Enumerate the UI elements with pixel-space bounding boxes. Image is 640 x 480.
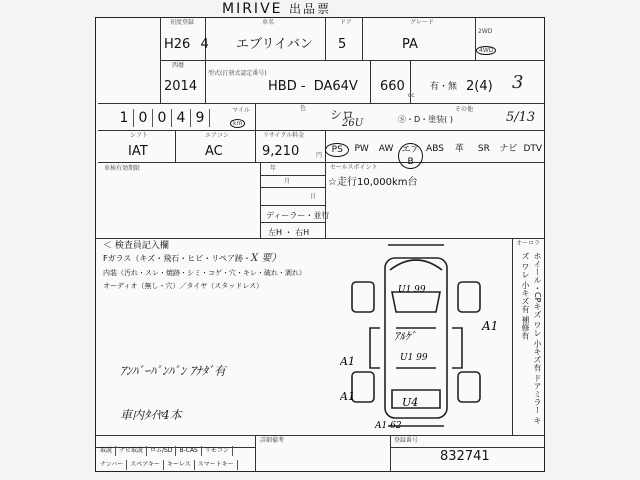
side-note-text: ホイール・CPキズ ワレ 小キズ有 ドアミラー キズ ワレ 小キズ有 補修有 (521, 252, 542, 425)
accessory-item: 取説 (97, 446, 116, 456)
equipment-item: PW (354, 144, 369, 154)
accessory-item: ナンバー (97, 460, 127, 470)
equipment-item: ナビ (499, 144, 518, 154)
color-options: Ⓢ・D・塗装( ) (398, 115, 453, 124)
accessory-item: キーレス (164, 460, 195, 470)
accessories-row-2 (97, 451, 255, 470)
inspector-hand-note-2: 車内ﾀｲﾔ4本 (120, 408, 182, 422)
inspector-heading: ＜ 検査員記入欄 (103, 241, 169, 251)
damage-note: A1 (340, 390, 355, 403)
year-caption: 西暦 (172, 62, 185, 69)
registration-caption: 登録番号 (394, 437, 419, 444)
damage-note: ｱﾙｹﾞ (394, 330, 416, 343)
inspection-day-unit: 日 (310, 193, 317, 200)
accessory-item: リモコン (202, 446, 233, 456)
recycle-caption: リサイクル料金 (263, 132, 305, 139)
damage-note: U1 99 (398, 285, 426, 295)
model-code: DA64V (313, 79, 358, 94)
inspection-month-unit: 月 (284, 178, 291, 185)
recycle-unit: 円 (316, 152, 323, 159)
accessory-item: スマートキー (195, 460, 238, 470)
interior-text: 内装（汚れ・スレ・焼跡・シミ・コゲ・穴・キレ・破れ・剥れ） (103, 269, 306, 277)
accessory-item: スペアキー (127, 460, 164, 470)
accessory-item: ロム/SD (147, 446, 176, 456)
audio-tire-text: オーディオ（無し・穴）／タイヤ（スタッドレス） (103, 282, 264, 290)
title-suffix: 出品票 (288, 2, 331, 16)
other-hand-note: 5/13 (506, 110, 536, 125)
door-count: 5 (338, 37, 347, 52)
model-separator: - (300, 79, 306, 94)
side-note-label: オーロラ (516, 240, 541, 247)
inspector-heading-text: 検査員記入欄 (114, 241, 169, 251)
mileage-digit: 0 (153, 109, 172, 127)
color-caption: 色 (300, 105, 307, 112)
equipment-row (325, 135, 545, 167)
damage-note: U4 (402, 396, 419, 409)
year: 2014 (164, 79, 198, 94)
shift: IAT (128, 144, 148, 159)
era: H26 (164, 37, 191, 52)
equipment-item: ABS (426, 144, 444, 154)
registration-number: 832741 (440, 449, 490, 464)
brand-title (222, 0, 331, 17)
brand-name: MIRIVE (222, 1, 283, 17)
car-damage-diagram (340, 240, 510, 432)
damage-note: A1 (340, 355, 355, 368)
registration-month: 4 (200, 37, 209, 52)
detail-caption: 詳細備考 (260, 437, 285, 444)
recycle-fee: 9,210 (262, 144, 300, 159)
inspector-hand-note-1: ｱﾝﾊﾞｰﾊﾟﾝﾊﾟﾝ ｱﾅﾀﾞ有 (120, 364, 226, 378)
era-caption: 初度登録 (170, 19, 195, 26)
dealer-import: ディーラー・並行 (266, 211, 330, 220)
door-caption: ドア (340, 19, 352, 26)
car-name-caption: 車名 (262, 19, 275, 26)
damage-note: A1 (482, 319, 499, 333)
era-value (164, 38, 209, 52)
equipment-item: 革 (454, 144, 464, 154)
sales-point: ☆走行10,000km台 (328, 177, 418, 188)
inspection-caption: 車検有効期限 (104, 165, 141, 172)
cc-unit: cc (408, 92, 415, 99)
inspector-line-1 (103, 252, 281, 266)
engine-cc: 660 (380, 79, 405, 94)
mileage-digit: 4 (172, 109, 191, 127)
accessory-item: B-CAS (176, 446, 201, 456)
model-prefix: HBD (268, 79, 297, 94)
equipment-item: PS (325, 143, 349, 157)
accessory-item: ナビ取説 (116, 446, 147, 456)
mileage-digit: 9 (191, 109, 210, 127)
mile-unit: マイル (232, 107, 250, 114)
windshield-hand: X 要） (251, 253, 282, 264)
damage-note: U1 99 (400, 353, 428, 363)
inspection-year-unit: 年 (270, 165, 277, 172)
equipment-item: エアB (398, 143, 422, 169)
equipment-item: SR (477, 144, 490, 154)
damage-note: A1 62 (375, 421, 402, 431)
sales-point-caption: セールスポイント (330, 164, 378, 171)
ac-caption: エアコン (205, 132, 229, 139)
grade: PA (402, 37, 418, 52)
color: シロ (330, 108, 355, 122)
car-name: エブリイバン (236, 37, 313, 52)
equipment-item: AW (378, 144, 394, 154)
km-unit: km (230, 119, 245, 128)
model-value (268, 80, 358, 94)
grade-caption: グレード (410, 19, 435, 26)
mileage-digits (115, 107, 210, 127)
color-code: 26U (342, 118, 364, 129)
drive-4wd: 4WD (476, 46, 496, 55)
equipment-item: DTV (523, 144, 543, 154)
drive-2wd: 2WD (478, 28, 493, 35)
shift-caption: シフト (130, 132, 149, 139)
mileage-digit: 1 (115, 109, 134, 127)
other-caption: その他 (455, 106, 474, 113)
windshield-text: Fガラス（キズ・飛石・ヒビ・リペア跡・ (103, 254, 252, 263)
mileage-digit: 0 (134, 109, 153, 127)
steering-side: 左H ・ 右H (268, 228, 310, 237)
seats-hand-note: 3 (512, 72, 524, 93)
seats: 2(4) (466, 79, 493, 94)
presence-options: 有・無 (430, 82, 458, 92)
model-caption: 型式(打刻式認定番号) (208, 70, 267, 77)
air-conditioner: AC (205, 144, 223, 159)
